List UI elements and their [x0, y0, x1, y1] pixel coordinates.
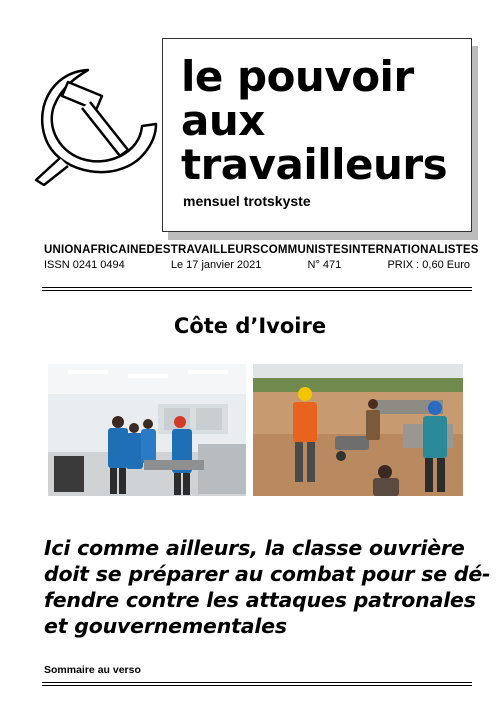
divider-bottom	[42, 682, 472, 686]
publisher-word: DES	[146, 244, 171, 256]
publisher-word: COMMUNISTES	[260, 244, 349, 256]
publisher-word: UNION	[44, 244, 83, 256]
masthead-title	[181, 52, 448, 189]
publisher-word: AFRICAINE	[82, 244, 147, 256]
statement-line-4: et gouvernementales	[44, 614, 287, 638]
statement-line-1: Ici comme ailleurs, la classe ouvrière	[44, 536, 465, 560]
headline: Côte d’Ivoire	[173, 314, 327, 338]
summary-note: Sommaire au verso	[44, 664, 141, 676]
issn: ISSN 0241 0494	[44, 259, 125, 271]
masthead-title-line-1: le pouvoir	[181, 52, 414, 101]
divider-top	[42, 287, 472, 291]
masthead-title-line-2: aux	[181, 96, 265, 145]
hammer-sickle-logo-icon	[30, 62, 158, 186]
statement-line-2: doit se préparer au combat pour se dé-	[44, 562, 491, 586]
publisher-word: TRAVAILLEURS	[170, 244, 261, 256]
photo-workshop	[48, 364, 246, 496]
issue-number: N° 471	[307, 259, 342, 271]
issue-meta	[44, 259, 470, 271]
issue-price: PRIX : 0,60 Euro	[387, 259, 470, 271]
issue-date: Le 17 janvier 2021	[170, 259, 262, 271]
masthead-title-line-3: travailleurs	[181, 140, 448, 189]
publisher-word: INTERNATIONALISTES	[348, 244, 479, 256]
photo-construction	[253, 364, 463, 496]
lead-statement	[44, 535, 491, 639]
masthead-box	[162, 38, 472, 232]
masthead-subtitle: mensuel trotskyste	[183, 193, 311, 209]
statement-line-3: fendre contre les attaques patronales	[44, 588, 476, 612]
publisher-name	[44, 244, 479, 256]
